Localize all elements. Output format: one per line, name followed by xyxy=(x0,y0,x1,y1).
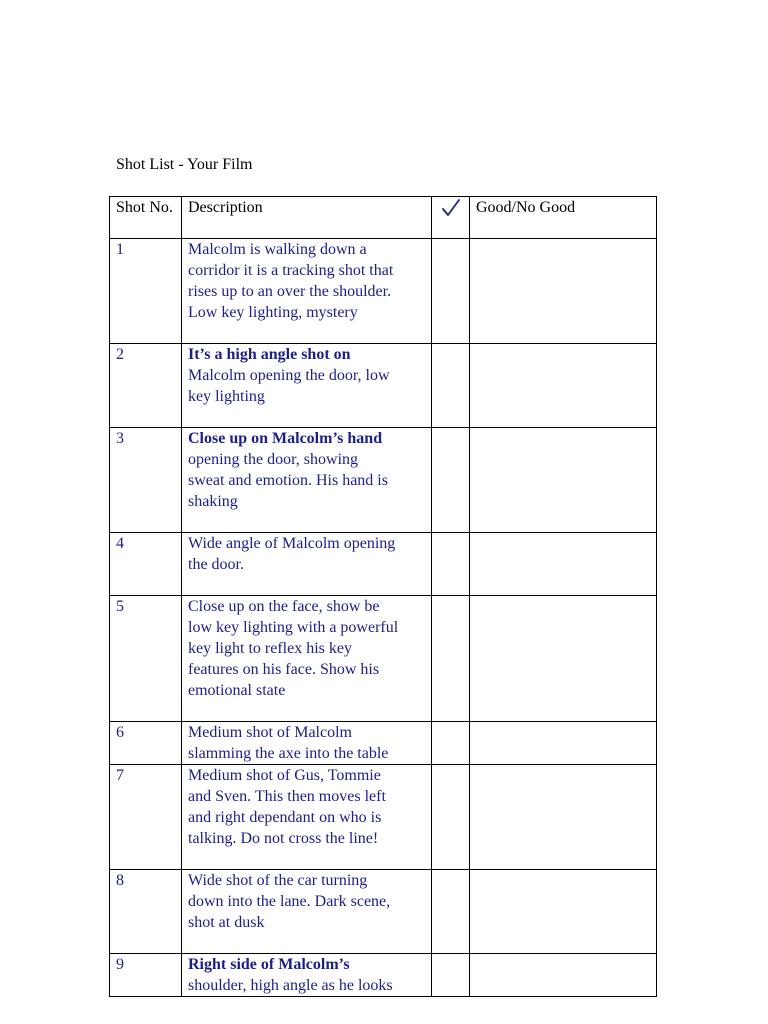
description-line: shot at dusk xyxy=(188,914,265,931)
table-row xyxy=(110,765,657,870)
shot-description xyxy=(182,722,432,765)
description-line: rises up to an over the shoulder. xyxy=(188,283,392,300)
shot-number: 2 xyxy=(110,344,182,428)
table-row xyxy=(110,428,657,533)
tick-cell[interactable] xyxy=(432,344,470,428)
shot-description xyxy=(182,533,432,596)
shot-number: 1 xyxy=(110,239,182,344)
good-no-good-cell[interactable] xyxy=(470,870,657,954)
description-line: key lighting xyxy=(188,388,265,405)
table-row xyxy=(110,596,657,722)
shot-description xyxy=(182,428,432,533)
description-line: shoulder, high angle as he looks xyxy=(188,977,393,994)
description-line: shaking xyxy=(188,493,238,510)
shot-number: 3 xyxy=(110,428,182,533)
description-line: Close up on the face, show be xyxy=(188,598,380,615)
description-line: Wide angle of Malcolm opening xyxy=(188,535,396,552)
tick-cell[interactable] xyxy=(432,428,470,533)
description-line: the door. xyxy=(188,556,244,573)
description-line: and Sven. This then moves left xyxy=(188,788,386,805)
tick-cell[interactable] xyxy=(432,239,470,344)
shot-description xyxy=(182,870,432,954)
table-row xyxy=(110,344,657,428)
good-no-good-cell[interactable] xyxy=(470,722,657,765)
description-line: Malcolm is walking down a xyxy=(188,241,367,258)
header-description: Description xyxy=(182,197,432,239)
description-line: Wide shot of the car turning xyxy=(188,872,368,889)
header-tick-cell xyxy=(432,197,470,239)
table-header-row xyxy=(110,197,657,239)
description-line: talking. Do not cross the line! xyxy=(188,830,379,847)
shot-description xyxy=(182,765,432,870)
table-row xyxy=(110,722,657,765)
shot-description xyxy=(182,596,432,722)
tick-cell[interactable] xyxy=(432,954,470,997)
description-line: opening the door, showing xyxy=(188,451,359,468)
tick-cell[interactable] xyxy=(432,533,470,596)
table-row xyxy=(110,533,657,596)
description-line: corridor it is a tracking shot that xyxy=(188,262,394,279)
table-row xyxy=(110,239,657,344)
description-bold-line: Right side of Malcolm’s xyxy=(188,956,350,973)
good-no-good-cell[interactable] xyxy=(470,344,657,428)
header-shot-no: Shot No. xyxy=(110,197,182,239)
description-line: and right dependant on who is xyxy=(188,809,382,826)
good-no-good-cell[interactable] xyxy=(470,954,657,997)
shot-number: 6 xyxy=(110,722,182,765)
shot-number: 4 xyxy=(110,533,182,596)
shot-description xyxy=(182,344,432,428)
description-line: Malcolm opening the door, low xyxy=(188,367,390,384)
description-line: Medium shot of Gus, Tommie xyxy=(188,767,381,784)
shot-number: 5 xyxy=(110,596,182,722)
tick-cell[interactable] xyxy=(432,870,470,954)
tick-cell[interactable] xyxy=(432,596,470,722)
description-bold-line: It’s a high angle shot on xyxy=(188,346,351,363)
description-line: emotional state xyxy=(188,682,286,699)
tick-cell[interactable] xyxy=(432,722,470,765)
good-no-good-cell[interactable] xyxy=(470,428,657,533)
shot-number: 9 xyxy=(110,954,182,997)
description-line: sweat and emotion. His hand is xyxy=(188,472,388,489)
shot-list-table xyxy=(109,196,657,997)
shot-number: 7 xyxy=(110,765,182,870)
table-row xyxy=(110,954,657,997)
description-line: low key lighting with a powerful xyxy=(188,619,399,636)
table-row xyxy=(110,870,657,954)
good-no-good-cell[interactable] xyxy=(470,239,657,344)
good-no-good-cell[interactable] xyxy=(470,765,657,870)
good-no-good-cell[interactable] xyxy=(470,533,657,596)
description-line: Medium shot of Malcolm xyxy=(188,724,352,741)
document-title: Shot List - Your Film xyxy=(116,156,253,173)
shot-number: 8 xyxy=(110,870,182,954)
description-line: down into the lane. Dark scene, xyxy=(188,893,391,910)
description-line: key light to reflex his key xyxy=(188,640,352,657)
description-line: slamming the axe into the table xyxy=(188,745,389,762)
tick-cell[interactable] xyxy=(432,765,470,870)
shot-description xyxy=(182,954,432,997)
description-line: Low key lighting, mystery xyxy=(188,304,358,321)
description-line: features on his face. Show his xyxy=(188,661,380,678)
description-bold-line: Close up on Malcolm’s hand xyxy=(188,430,383,447)
good-no-good-cell[interactable] xyxy=(470,596,657,722)
header-good-no-good: Good/No Good xyxy=(470,197,657,239)
shot-description xyxy=(182,239,432,344)
checkmark-icon xyxy=(440,197,462,219)
